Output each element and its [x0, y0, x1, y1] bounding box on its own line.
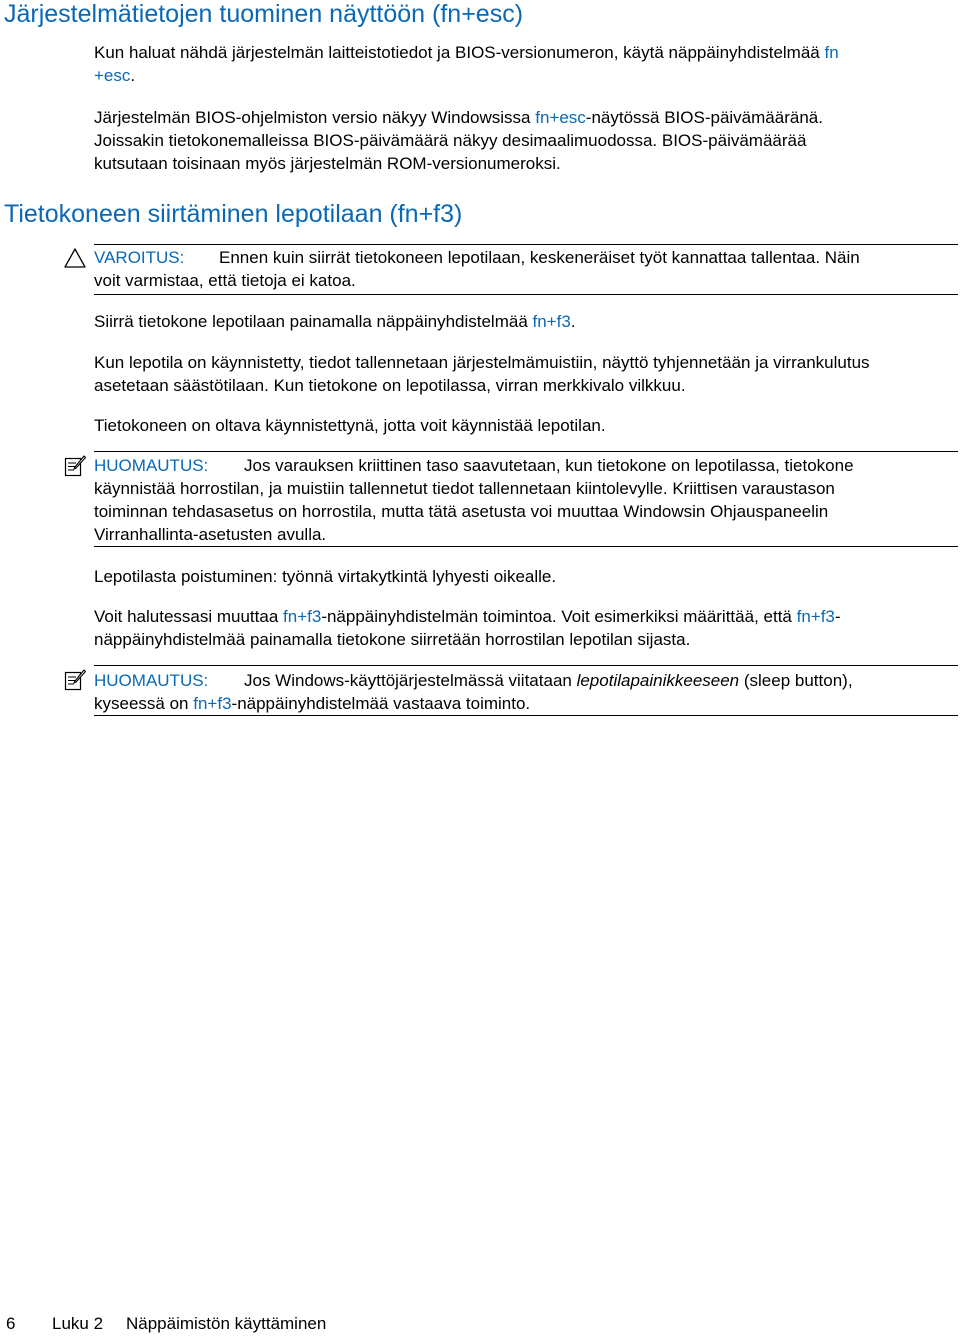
- note-label: HUOMAUTUS:: [94, 671, 209, 690]
- paragraph-must-be-on: [94, 414, 960, 437]
- key-combo: fn+f3: [532, 312, 571, 331]
- key-combo: fn+f3: [283, 607, 322, 626]
- text-line: Kun haluat nähdä järjestelmän laitteistotiedot ja BIOS-versionumeron, käytä näppäinyhdistelmää fn: [94, 43, 839, 62]
- text-line: näppäinyhdistelmää painamalla tietokone siirretään horrostilan lepotilan sijasta.: [94, 630, 691, 649]
- text-line: +esc.: [94, 66, 136, 85]
- note-box-battery: [94, 454, 960, 546]
- caution-label: VAROITUS:: [94, 248, 185, 267]
- text-line: Voit halutessasi muuttaa fn+f3-näppäinyhdistelmän toimintoa. Voit esimerkiksi määrittää, että fn+f3-: [94, 607, 841, 626]
- page-number: 6: [6, 1314, 16, 1333]
- paragraph-bios-version: [94, 106, 960, 175]
- section-heading-sleep: Tietokoneen siirtäminen lepotilaan (fn+f3): [4, 200, 463, 228]
- paragraph-exit-sleep: [94, 565, 960, 588]
- text-line: kutsutaan toisinaan myös järjestelmän ROM-versionumeroksi.: [94, 154, 561, 173]
- note-top-rule: [94, 665, 958, 666]
- text-line: voit varmistaa, että tietoja ei katoa.: [94, 271, 356, 290]
- text-line: Virranhallinta-asetusten avulla.: [94, 525, 327, 544]
- key-combo: +esc: [94, 66, 131, 85]
- footer-chapter: Luku 2: [52, 1314, 104, 1333]
- note-top-rule: [94, 451, 958, 452]
- caution-triangle-icon: [64, 248, 86, 268]
- footer-chapter-title: Näppäimistön käyttäminen: [126, 1314, 327, 1333]
- key-combo: fn+f3: [796, 607, 835, 626]
- key-combo: fn+esc: [535, 108, 586, 127]
- text-line: toiminnan tehdasasetus on horrostila, mutta tätä asetusta voi muuttaa Windowsin Ohjauspaneelin: [94, 502, 829, 521]
- text-line: Siirrä tietokone lepotilaan painamalla näppäinyhdistelmää fn+f3.: [94, 312, 576, 331]
- note-icon: [64, 669, 86, 691]
- note-bottom-rule: [94, 546, 958, 547]
- caution-box: [94, 246, 960, 292]
- text-line: käynnistää horrostilan, ja muistiin tallennetut tiedot tallennetaan kiintolevylle. Kriittisen varaustason: [94, 479, 835, 498]
- paragraph-enter-sleep: [94, 310, 960, 333]
- text-line: Tietokoneen on oltava käynnistettynä, jotta voit käynnistää lepotilan.: [94, 416, 606, 435]
- key-combo: fn+f3: [193, 694, 232, 713]
- caution-top-rule: [94, 244, 958, 245]
- section-heading-system-info: Järjestelmätietojen tuominen näyttöön (fn+esc): [4, 0, 524, 28]
- note-label: HUOMAUTUS:: [94, 456, 209, 475]
- key-combo: fn: [824, 43, 839, 62]
- text-line: Kun lepotila on käynnistetty, tiedot tallennetaan järjestelmämuistiin, näyttö tyhjennetään ja virrankulutus: [94, 353, 870, 372]
- paragraph-change-function: [94, 605, 960, 651]
- note-bottom-rule: [94, 715, 958, 716]
- note-icon: [64, 455, 86, 477]
- text-line: asetetaan säästötilaan. Kun tietokone on lepotilassa, virran merkkivalo vilkkuu.: [94, 376, 686, 395]
- text-line: Järjestelmän BIOS-ohjelmiston versio näkyy Windowsissa fn+esc-näytössä BIOS-päivämääränä.: [94, 108, 823, 127]
- paragraph-system-info: [94, 41, 960, 87]
- text-line: Joissakin tietokonemalleissa BIOS-päivämäärä näkyy desimaalimuodossa. BIOS-päivämäärää: [94, 131, 807, 150]
- text-line: VAROITUS: Ennen kuin siirrät tietokoneen lepotilaan, keskeneräiset työt kannattaa tallentaa. Näin: [94, 248, 860, 267]
- text-line: Lepotilasta poistuminen: työnnä virtakytkintä lyhyesti oikealle.: [94, 567, 557, 586]
- paragraph-sleep-state: [94, 351, 960, 397]
- text-line: HUOMAUTUS: Jos Windows-käyttöjärjestelmässä viitataan lepotilapainikkeeseen (sleep button),: [94, 671, 853, 690]
- text-line: kyseessä on fn+f3-näppäinyhdistelmää vastaava toiminto.: [94, 694, 531, 713]
- note-box-sleep-button: [94, 669, 960, 715]
- text-line: HUOMAUTUS: Jos varauksen kriittinen taso saavutetaan, kun tietokone on lepotilassa, tietokone: [94, 456, 854, 475]
- caution-bottom-rule: [94, 294, 958, 295]
